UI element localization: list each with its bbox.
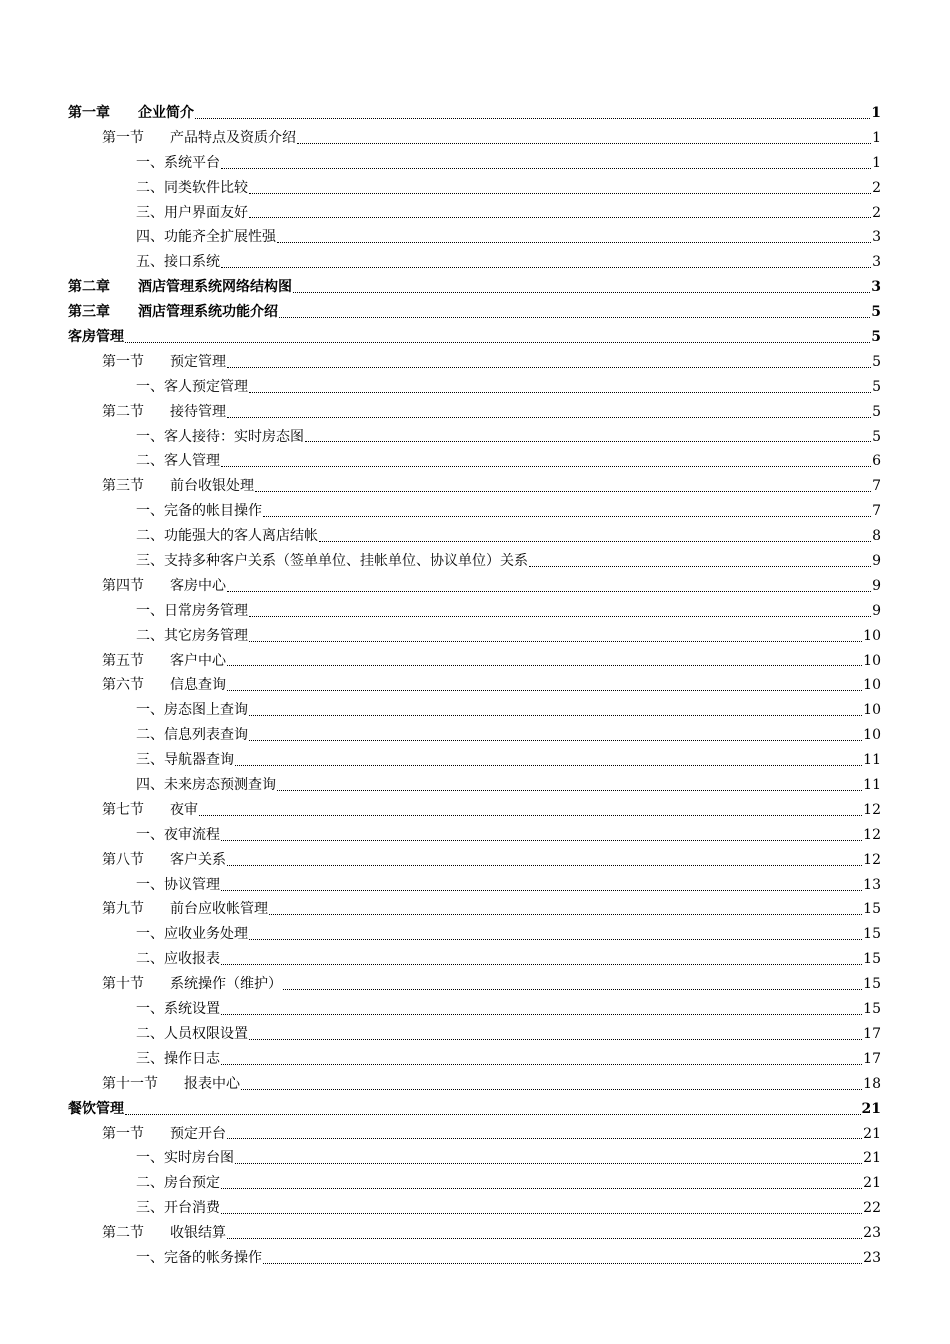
toc-entry[interactable] [68,922,881,947]
toc-entry-title: 四、功能齐全扩展性强 [136,229,276,246]
toc-dot-leader [221,1064,862,1065]
toc-entry[interactable] [68,101,881,126]
toc-entry[interactable] [68,1221,881,1246]
toc-entry-title: 一、完备的帐目操作 [136,503,262,520]
toc-entry-number: 第四节 [102,577,144,594]
toc-entry-page-number: 5 [872,378,881,395]
toc-entry-page-number: 3 [872,229,881,246]
toc-entry[interactable] [68,624,881,649]
toc-dot-leader [221,1188,862,1189]
toc-entry[interactable] [68,176,881,201]
toc-entry[interactable] [68,225,881,250]
toc-entry[interactable] [68,898,881,923]
toc-entry-title: 前台应收帐管理 [170,901,268,918]
toc-dot-leader [249,392,871,393]
toc-entry-number: 第二节 [102,403,144,420]
toc-dot-leader [195,118,870,119]
toc-entry-title: 一、实时房台图 [136,1150,234,1167]
toc-entry-number: 第一章 [68,104,110,121]
toc-entry-page-number: 9 [872,577,881,594]
toc-entry-page-number: 8 [872,528,881,545]
toc-entry-page-number: 5 [872,428,881,445]
toc-entry[interactable] [68,275,881,300]
toc-entry-title: 一、系统设置 [136,1001,220,1018]
toc-dot-leader [277,242,871,243]
toc-entry-page-number: 10 [863,677,881,694]
toc-entry[interactable] [68,873,881,898]
toc-entry-title: 系统操作（维护） [170,976,282,993]
toc-entry-page-number: 10 [863,702,881,719]
toc-entry[interactable] [68,649,881,674]
toc-entry-title: 餐饮管理 [68,1100,124,1117]
toc-entry-page-number: 23 [863,1225,881,1242]
toc-entry-title: 客房管理 [68,329,124,345]
toc-dot-leader [227,417,871,418]
toc-entry-title: 收银结算 [170,1225,226,1242]
toc-entry-page-number: 21 [861,1100,881,1117]
toc-entry[interactable] [68,1047,881,1072]
toc-dot-leader [235,1163,862,1164]
toc-dot-leader [293,292,870,293]
toc-dot-leader [199,815,862,816]
toc-entry-page-number: 1 [871,104,881,121]
toc-entry-page-number: 2 [872,204,881,221]
toc-entry-page-number: 1 [872,154,881,171]
toc-entry-number: 第二章 [68,279,110,296]
toc-entry[interactable] [68,748,881,773]
toc-entry[interactable] [68,1171,881,1196]
toc-entry-page-number: 17 [863,1025,881,1042]
toc-entry-title: 一、房态图上查询 [136,702,248,719]
toc-entry-title: 信息查询 [170,677,226,694]
toc-entry-title: 三、操作日志 [136,1050,220,1067]
toc-entry[interactable] [68,1122,881,1147]
toc-dot-leader [255,491,871,492]
toc-entry-page-number: 15 [863,926,881,943]
toc-dot-leader [249,641,862,642]
toc-entry-page-number: 15 [863,951,881,968]
toc-dot-leader [283,989,862,990]
toc-entry-title: 企业简介 [138,104,194,121]
toc-entry-page-number: 3 [872,254,881,271]
toc-dot-leader [227,865,862,866]
toc-dot-leader [221,1213,862,1214]
toc-entry[interactable] [68,599,881,624]
toc-entry-title: 一、协议管理 [136,876,220,893]
toc-entry-page-number: 3 [871,279,881,296]
toc-entry[interactable] [68,524,881,549]
toc-entry-page-number: 17 [863,1050,881,1067]
toc-entry-page-number: 12 [863,801,881,818]
toc-entry-page-number: 15 [863,976,881,993]
toc-entry[interactable] [68,325,881,350]
toc-dot-leader [227,665,862,666]
toc-entry[interactable] [68,449,881,474]
toc-entry[interactable] [68,673,881,698]
toc-entry[interactable] [68,1022,881,1047]
toc-entry-title: 预定开台 [170,1125,226,1142]
toc-dot-leader [297,143,871,144]
toc-dot-leader [221,267,871,268]
toc-entry[interactable] [68,798,881,823]
toc-entry-number: 第二节 [102,1225,144,1242]
toc-entry-page-number: 18 [863,1075,881,1092]
toc-entry-title: 一、应收业务处理 [136,926,248,943]
toc-entry[interactable] [68,1196,881,1221]
toc-dot-leader [227,367,871,368]
toc-entry[interactable] [68,1072,881,1097]
toc-entry-title: 二、功能强大的客人离店结帐 [136,528,318,545]
toc-dot-leader [221,466,871,467]
toc-entry-number: 第三章 [68,304,110,321]
toc-entry-title: 二、同类软件比较 [136,179,248,196]
toc-entry-title: 一、客人接待：实时房态图 [136,428,304,445]
toc-dot-leader [227,1138,862,1139]
toc-entry-page-number: 6 [872,453,881,470]
toc-dot-leader [249,939,862,940]
toc-entry-number: 第三节 [102,478,144,495]
toc-entry-title: 二、其它房务管理 [136,627,248,644]
toc-entry-title: 产品特点及资质介绍 [170,129,296,146]
toc-entry-title: 一、系统平台 [136,154,220,171]
toc-entry[interactable] [68,947,881,972]
toc-dot-leader [221,964,862,965]
toc-entry-number: 第一节 [102,1125,144,1142]
toc-dot-leader [227,1238,862,1239]
toc-dot-leader [125,1114,861,1115]
toc-entry-title: 二、客人管理 [136,453,220,470]
toc-entry[interactable] [68,997,881,1022]
toc-entry-number: 第九节 [102,901,144,918]
toc-entry[interactable] [68,1246,881,1271]
toc-entry-page-number: 10 [863,727,881,744]
toc-entry[interactable] [68,723,881,748]
toc-dot-leader [241,1089,862,1090]
toc-entry-title: 一、夜审流程 [136,826,220,843]
toc-entry-title: 二、房台预定 [136,1175,220,1192]
toc-entry[interactable] [68,773,881,798]
toc-entry-title: 五、接口系统 [136,254,220,271]
toc-entry[interactable] [68,1097,881,1122]
toc-entry[interactable] [68,400,881,425]
toc-entry-title: 夜审 [170,801,198,818]
toc-entry-title: 二、信息列表查询 [136,727,248,744]
toc-entry-title: 一、客人预定管理 [136,378,248,395]
toc-entry[interactable] [68,972,881,997]
toc-entry-page-number: 5 [871,304,881,321]
toc-entry[interactable] [68,499,881,524]
toc-entry-page-number: 15 [863,1001,881,1018]
toc-dot-leader [529,566,871,567]
toc-entry-title: 三、开台消费 [136,1200,220,1217]
toc-entry[interactable] [68,126,881,151]
toc-entry-title: 预定管理 [170,353,226,370]
toc-entry-page-number: 5 [871,329,881,345]
toc-entry-title: 三、支持多种客户关系（签单单位、挂帐单位、协议单位）关系 [136,553,528,570]
toc-entry[interactable] [68,425,881,450]
toc-entry-page-number: 12 [863,826,881,843]
toc-dot-leader [263,516,871,517]
toc-entry[interactable] [68,350,881,375]
toc-entry-page-number: 22 [863,1200,881,1217]
toc-entry-number: 第十一节 [102,1075,158,1092]
toc-entry-page-number: 7 [872,503,881,520]
toc-entry-number: 第五节 [102,652,144,669]
toc-entry-page-number: 2 [872,179,881,196]
toc-entry-title: 四、未来房态预测查询 [136,777,276,794]
toc-entry[interactable] [68,848,881,873]
toc-dot-leader [221,168,871,169]
toc-dot-leader [235,765,862,766]
toc-entry-page-number: 10 [863,627,881,644]
toc-dot-leader [249,193,871,194]
toc-entry-title: 酒店管理系统功能介绍 [138,304,278,321]
toc-dot-leader [269,914,862,915]
toc-entry-title: 三、用户界面友好 [136,204,248,221]
toc-dot-leader [263,1263,862,1264]
toc-dot-leader [305,441,871,442]
toc-dot-leader [249,715,862,716]
toc-entry[interactable] [68,1146,881,1171]
toc-entry-page-number: 9 [872,553,881,570]
toc-entry-page-number: 13 [863,876,881,893]
toc-dot-leader [125,342,870,343]
toc-entry-title: 报表中心 [184,1075,240,1092]
toc-entry-page-number: 21 [863,1150,881,1167]
toc-entry-page-number: 23 [863,1249,881,1266]
toc-dot-leader [319,541,871,542]
toc-entry[interactable] [68,574,881,599]
toc-dot-leader [221,890,862,891]
toc-entry[interactable] [68,549,881,574]
toc-entry-title: 接待管理 [170,403,226,420]
toc-entry-page-number: 12 [863,851,881,868]
toc-dot-leader [249,217,871,218]
toc-entry[interactable] [68,201,881,226]
toc-entry-number: 第十节 [102,976,144,993]
toc-entry-title: 一、完备的帐务操作 [136,1249,262,1266]
toc-entry[interactable] [68,375,881,400]
toc-entry-page-number: 9 [872,602,881,619]
toc-entry[interactable] [68,151,881,176]
toc-entry-page-number: 1 [872,129,881,146]
toc-dot-leader [249,740,862,741]
toc-entry-title: 前台收银处理 [170,478,254,495]
toc-entry-title: 二、人员权限设置 [136,1025,248,1042]
toc-entry[interactable] [68,300,881,325]
toc-entry-page-number: 11 [863,777,881,794]
toc-entry-title: 客户中心 [170,652,226,669]
toc-dot-leader [249,1039,862,1040]
toc-entry-page-number: 15 [863,901,881,918]
toc-entry-page-number: 21 [863,1125,881,1142]
toc-entry-page-number: 5 [872,403,881,420]
toc-entry[interactable] [68,250,881,275]
toc-entry-page-number: 21 [863,1175,881,1192]
toc-entry-page-number: 11 [863,752,881,769]
toc-entry-number: 第六节 [102,677,144,694]
toc-entry-page-number: 5 [872,353,881,370]
toc-dot-leader [227,690,862,691]
toc-entry-number: 第八节 [102,851,144,868]
toc-dot-leader [221,840,862,841]
toc-entry-title: 酒店管理系统网络结构图 [138,279,292,296]
toc-entry[interactable] [68,698,881,723]
toc-entry-title: 二、应收报表 [136,951,220,968]
toc-entry-page-number: 10 [863,652,881,669]
toc-entry-page-number: 7 [872,478,881,495]
toc-dot-leader [221,1014,862,1015]
toc-entry-title: 三、导航器查询 [136,752,234,769]
toc-entry[interactable] [68,823,881,848]
toc-entry-number: 第七节 [102,801,144,818]
toc-dot-leader [279,317,870,318]
toc-entry-number: 第一节 [102,129,144,146]
toc-entry-number: 第一节 [102,353,144,370]
toc-entry-title: 客户关系 [170,851,226,868]
toc-dot-leader [227,591,871,592]
toc-entry[interactable] [68,474,881,499]
table-of-contents [68,101,881,1271]
toc-entry-title: 一、日常房务管理 [136,602,248,619]
toc-entry-title: 客房中心 [170,577,226,594]
toc-dot-leader [277,790,862,791]
toc-dot-leader [249,616,871,617]
